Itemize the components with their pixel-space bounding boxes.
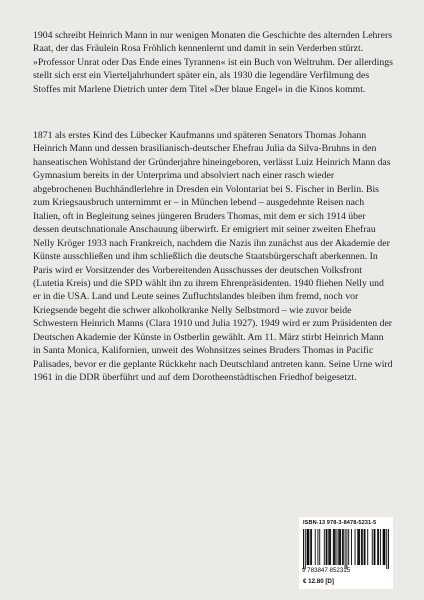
- barcode-bar: [327, 529, 328, 565]
- barcode-bar: [372, 529, 373, 565]
- barcode-bar: [317, 529, 318, 565]
- barcode-bar: [351, 529, 352, 565]
- barcode-bar: [338, 529, 339, 565]
- barcode-bar: [319, 529, 320, 565]
- barcode-bar: [383, 529, 384, 565]
- barcode-bar: [335, 529, 336, 565]
- barcode-bar: [303, 529, 304, 569]
- barcode-bar: [311, 529, 312, 565]
- barcode-bar: [380, 529, 381, 565]
- barcode-bar: [365, 529, 366, 565]
- barcode-bar: [345, 529, 346, 569]
- barcode-bar: [307, 529, 308, 565]
- price-label: € 12.80 [D]: [303, 578, 334, 585]
- barcode-bar: [329, 529, 330, 565]
- barcode-bar: [386, 529, 387, 569]
- barcode-bar: [308, 529, 309, 565]
- barcode-bar: [334, 529, 335, 565]
- isbn-label: ISBN-13 978-3-8478-5231-5: [303, 520, 377, 526]
- barcode-bar: [308, 529, 309, 565]
- barcode-bar: [326, 529, 327, 565]
- barcode-bar: [336, 529, 337, 565]
- barcode-bar: [342, 529, 343, 565]
- barcode-bar: [364, 529, 365, 565]
- barcode-bar: [339, 529, 340, 565]
- barcode-bar: [333, 529, 334, 565]
- barcode-bar: [355, 529, 356, 565]
- barcode-bar: [348, 529, 349, 565]
- barcode-bar: [361, 529, 362, 565]
- barcode-panel: [299, 517, 393, 589]
- barcode-bar: [374, 529, 375, 565]
- barcode-bar: [305, 529, 306, 569]
- barcode-bar: [359, 529, 360, 565]
- ean-barcode-graphic: [303, 529, 389, 569]
- barcode-bar: [346, 529, 347, 569]
- barcode-bar: [324, 529, 325, 565]
- barcode-bar: [315, 529, 316, 565]
- barcode-bar: [328, 529, 329, 565]
- barcode-bar: [358, 529, 359, 565]
- barcode-bar: [357, 529, 358, 565]
- barcode-bar: [340, 529, 341, 565]
- barcode-bar: [375, 529, 376, 565]
- barcode-bar: [330, 529, 331, 565]
- barcode-bar: [362, 529, 363, 565]
- barcode-digits: 9 783847 852315: [302, 567, 351, 574]
- barcode-bar: [377, 529, 378, 565]
- barcode-bar: [343, 529, 344, 565]
- barcode-bar: [384, 529, 385, 565]
- barcode-bar: [388, 529, 389, 569]
- barcode-bar: [310, 529, 311, 565]
- barcode-bar: [384, 529, 385, 565]
- barcode-bar: [378, 529, 379, 565]
- barcode-bar: [367, 529, 368, 565]
- blurb-paragraph-1: 1904 schreibt Heinrich Mann in nur wenigen Monaten die Geschichte des alternden Lehrers Raat, der das Fräulein Rosa Fröhlich kennenlernt und damit in sein Verderben stürzt. »Professor Unrat oder Das Ende eines Tyrannen« ist ein Buch von Weltruhm. Der allerdings stellt sich erst ein Vierteljahrhundert später ein, als 1930 die legendäre Verfilmung des Stoffes mit Marlene Dietrich unter dem Titel »Der blaue Engel« in die Kinos kommt.: [33, 30, 393, 95]
- author-biography-paragraph: 1871 als erstes Kind des Lübecker Kaufmanns und späteren Senators Thomas Johann Heinrich Mann und dessen brasilianisch-deutscher Ehefrau Julia da Silva-Bruhns in den hanseatischen Wohlstand der Gründerjahre hineingeboren, verlässt Luiz Heinrich Mann das Gymnasium bereits in der Unterprima und absolviert nach einer rasch wieder abgebrochenen Buchhändlerlehre in Dresden ein Volontariat bei S. Fischer in Berlin. Bis zum Kriegsausbruch unternimmt er – in München lebend – ausgedehnte Reisen nach Italien, oft in Begleitung seines jüngeren Bruders Thomas, mit dem er sich 1914 über dessen deutschnationale Anschauung überwirft. Er emigriert mit seiner zweiten Ehefrau Nelly Kröger 1933 nach Frankreich, nachdem die Nazis ihn zunächst aus der Akademie der Künste ausschließen und ihm schließlich die deutsche Staatsbürgerschaft aberkennen. In Paris wird er Vorsitzender des Vorbereitenden Ausschusses der deutschen Volksfront (Lutetia Kreis) und die SPD wählt ihn zu ihrem Ehrenpräsidenten. 1940 fliehen Nelly und er in die USA. Land und Leute seines Zufluchtslandes bleiben ihm fremd, noch vor Kriegsende begeht die schwer alkoholkranke Nelly Selbstmord – wie zuvor beide Schwestern Heinrich Manns (Clara 1910 und Julia 1927). 1949 wird er zum Präsidenten der Deutschen Akademie der Künste in Ostberlin gewählt. Am 11. März stirbt Heinrich Mann in Santa Monica, Kalifornien, unweit des Wohnsitzes seines Bruders Thomas in Pacific Palisades, bevor er die geplante Rückkehr nach Deutschland antreten kann. Seine Urne wird 1961 in die DDR überführt und auf dem Dorotheenstädtischen Friedhof beigesetzt.: [33, 130, 393, 384]
